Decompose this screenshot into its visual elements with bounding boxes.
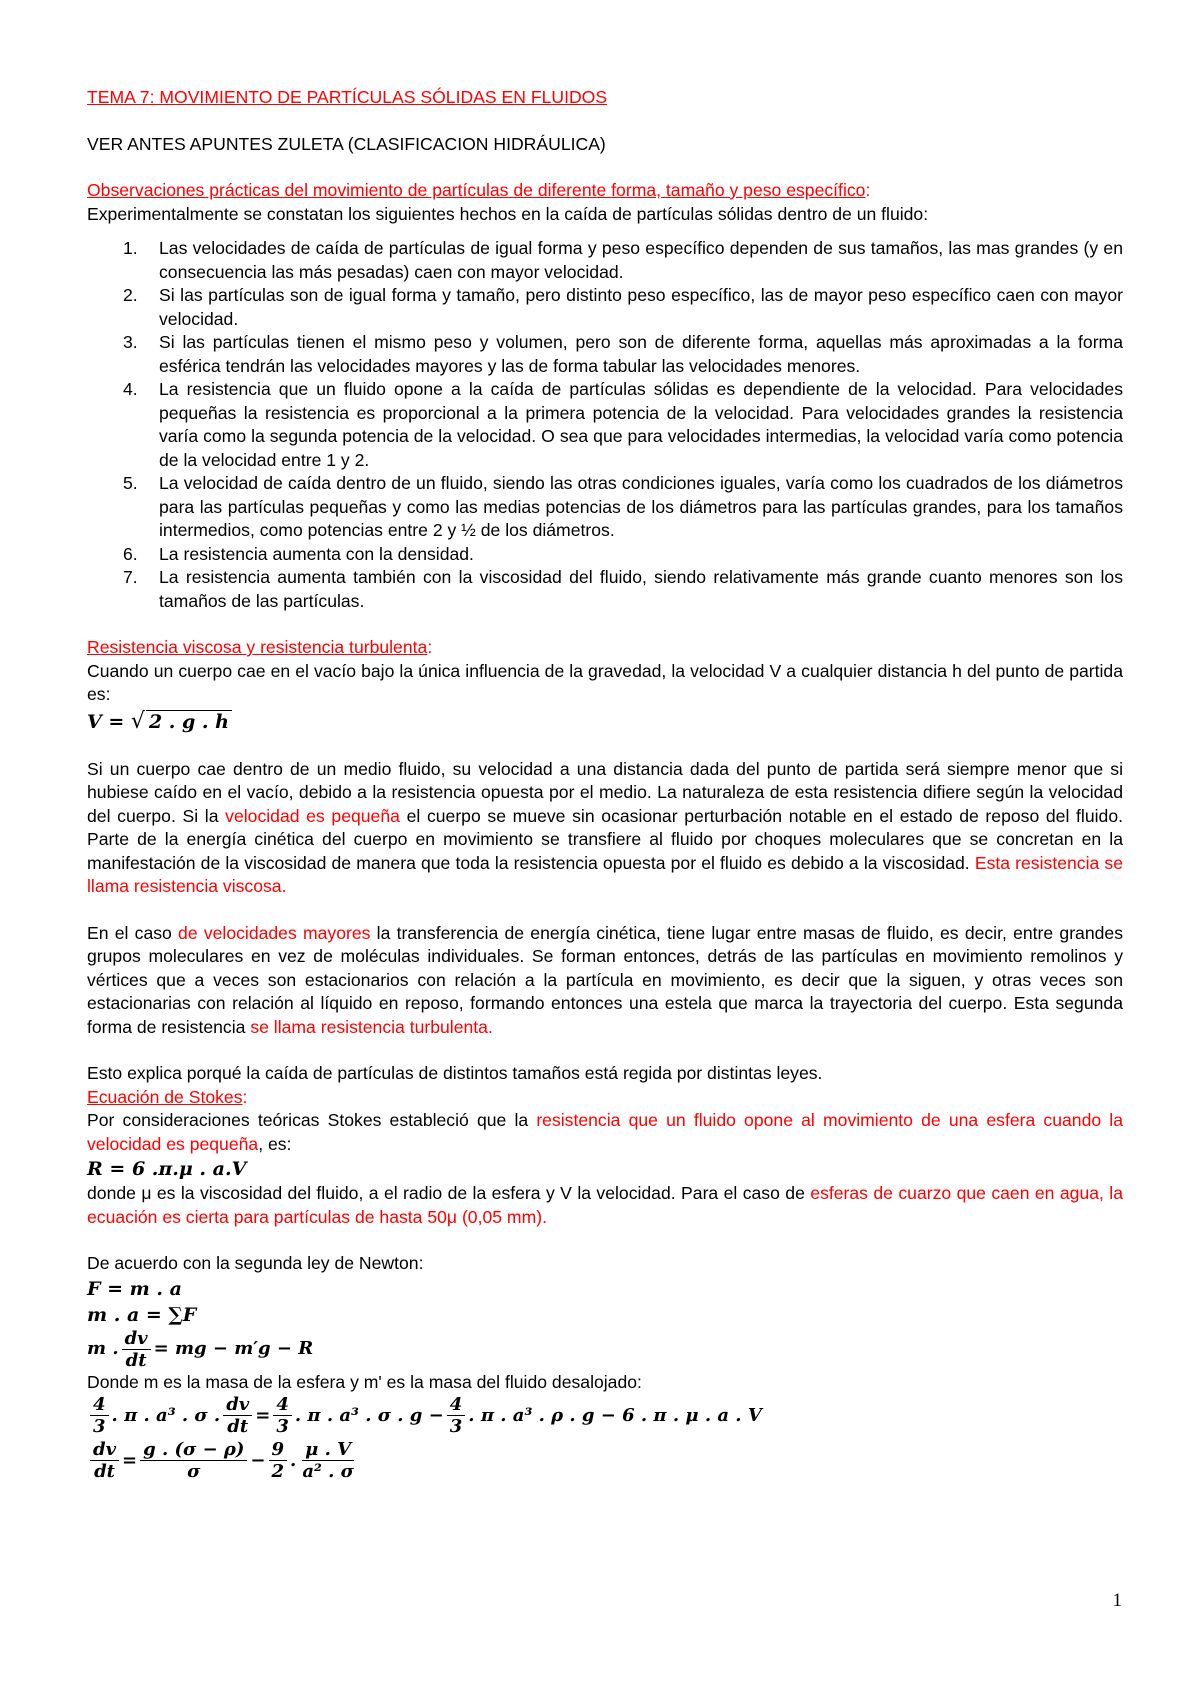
equation-sphere: $\frac{4}{3}$ . π . a³ . σ . $\frac{dv}{dt}$ = $\frac{4}{3}$ . π . a³ . σ . g − $\frac{4}{3}$ . π . a³ . ρ . g − 6 . π . μ . a . V: [87, 1394, 1123, 1437]
section1-intro: Experimentalmente se constatan los siguientes hechos en la caída de partículas sólidas dentro de un fluido:: [87, 203, 929, 224]
document-page: [87, 86, 1123, 1482]
section1-heading: Observaciones prácticas del movimiento de partículas de diferente forma, tamaño y peso específico:: [87, 180, 871, 200]
section3-heading: Ecuación de Stokes:: [87, 1086, 248, 1107]
list-item: 7. La resistencia aumenta también con la viscosidad del fluido, siendo relativamente más grande cuanto menores son los tamaños de las partículas.: [123, 567, 1123, 611]
equation-motion: m . $\frac{dv}{dt}$ = mg − m′g − R: [87, 1327, 314, 1371]
equation-sum-forces: m . a = ∑F: [87, 1303, 197, 1326]
list-item: 6. La resistencia aumenta con la densidad.: [123, 543, 474, 564]
list-item: 2. Si las partículas son de igual forma y tamaño, pero distinto peso específico, las de mayor peso específico caen con mayor velocidad.: [123, 285, 1123, 329]
page-number: 1: [1112, 1590, 1122, 1611]
paragraph-turbulent: En el caso de velocidades mayores la transferencia de energía cinética, tiene lugar entre masas de fluido, es decir, entre grandes grupos moleculares en vez de moléculas individuales. Se forman entonces, detrás de las partículas en movimiento remolinos y vértices que a veces son estacionarios con relación a la partícula en movimiento, es decir que la siguen, y otras veces son estacionarias con relación al líquido en reposo, formando entonces una estela que marca la trayectoria del cuerpo. Esta segunda forma de resistencia se llama resistencia turbulenta.: [87, 922, 1123, 1037]
paragraph-definitions: donde μ es la viscosidad del fluido, a el radio de la esfera y V la velocidad. Para el caso de esferas de cuarzo que caen en agua, la ecuación es cierta para partículas de hasta 50μ (0,05 mm).: [87, 1183, 1124, 1227]
section2-intro: Cuando un cuerpo cae en el vacío bajo la única influencia de la gravedad, la velocidad V a cualquier distancia h del punto de partida es:: [87, 660, 1123, 704]
paragraph-mass: Donde m es la masa de la esfera y m' es la masa del fluido desalojado:: [87, 1371, 642, 1392]
paragraph-viscous: Si un cuerpo cae dentro de un medio fluido, su velocidad a una distancia dada del punto de partida será siempre menor que si hubiese caído en el vacío, debido a la resistencia opuesta por el medio. La naturaleza de esta resistencia difiere según la velocidad del cuerpo. Si la velocidad es pequeña el cuerpo se mueve sin ocasionar perturbación notable en el estado de reposo del fluido. Parte de la energía cinética del cuerpo en movimiento se transfiere al fluido por choques moleculares que se concretan en la manifestación de la viscosidad de manera que toda la resistencia opuesta por el fluido es debido a la viscosidad. Esta resistencia se llama resistencia viscosa.: [87, 758, 1123, 896]
list-item: 5. La velocidad de caída dentro de un fluido, siendo las otras condiciones iguales, varía como los cuadrados de los diámetros para las partículas pequeñas y como las medias potencias de los diámetros para las partículas grandes, para los tamaños intermedios, como potencias entre 2 y ½ de los diámetros.: [123, 473, 1123, 540]
list-item: 3. Si las partículas tienen el mismo peso y volumen, pero son de diferente forma, aquellas más aproximadas a la forma esférica tendrán las velocidades mayores y las de forma tabular las velocidades menores.: [123, 332, 1123, 376]
paragraph-laws: Esto explica porqué la caída de partículas de distintos tamaños está regida por distintas leyes.: [87, 1063, 823, 1083]
paragraph-newton: De acuerdo con la segunda ley de Newton:: [87, 1253, 424, 1273]
equation-force: F = m . a: [87, 1277, 182, 1300]
subtitle: VER ANTES APUNTES ZULETA (CLASIFICACION HIDRÁULICA): [87, 133, 606, 154]
list-item: 1. Las velocidades de caída de partículas de igual forma y peso específico dependen de sus tamaños, las mas grandes (y en consecuencia las más pesadas) caen con mayor velocidad.: [123, 238, 1123, 282]
section2-heading: Resistencia viscosa y resistencia turbulenta:: [87, 637, 433, 657]
equation-acceleration: $\frac{dv}{dt}$ = $\frac{g . (\sigma - \rho)}{\sigma}$ − $\frac{9}{2}$ . $\frac{\mu . V}{\text{a² . σ}}$: [87, 1439, 1123, 1482]
paragraph-stokes: Por consideraciones teóricas Stokes estableció que la resistencia que un fluido opone al movimiento de una esfera cuando la velocidad es pequeña, es:: [87, 1110, 1124, 1154]
equation-velocity: V = √ 2 . g . h: [87, 709, 1123, 735]
equation-stokes: R = 6 .π.μ . a.V: [87, 1158, 247, 1180]
list-item: 4. La resistencia que un fluido opone a la caída de partículas sólidas es dependiente de la velocidad. Para velocidades pequeñas la resistencia es proporcional a la primera potencia de la velocidad. Para velocidades grandes la resistencia varía como la segunda potencia de la velocidad. O sea que para velocidades intermedias, la velocidad varía como potencia de la velocidad entre 1 y 2.: [123, 379, 1123, 470]
page-title: TEMA 7: MOVIMIENTO DE PARTÍCULAS SÓLIDAS EN FLUIDOS: [87, 87, 608, 107]
observations-list: [87, 237, 1123, 613]
